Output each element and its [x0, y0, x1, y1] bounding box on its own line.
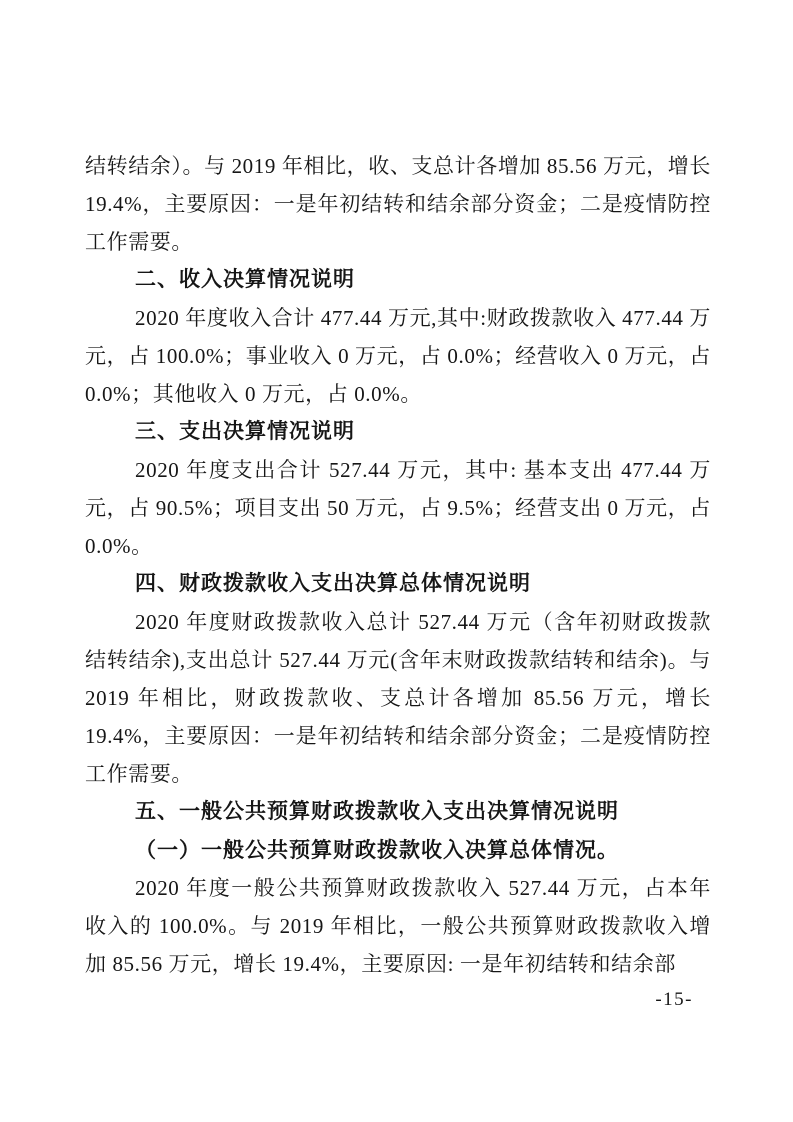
body-paragraph: 2020 年度支出合计 527.44 万元，其中: 基本支出 477.44 万元，占 90.5%；项目支出 50 万元，占 9.5%；经营支出 0 万元，占 0.0%。 [85, 458, 711, 558]
section-heading: 二、收入决算情况说明 [135, 268, 355, 291]
page-content [85, 147, 711, 983]
section-heading: 五、一般公共预算财政拨款收入支出决算情况说明 [135, 800, 619, 823]
section-heading: 四、财政拨款收入支出决算总体情况说明 [135, 572, 531, 595]
body-paragraph: 2020 年度财政拨款收入总计 527.44 万元（含年初财政拨款结转结余),支出总计 527.44 万元(含年末财政拨款结转和结余)。与 2019 年相比，财政拨款收、支总计各增加 85.56 万元，增长 19.4%，主要原因：一是年初结转和结余部分资金；二是疫情防控工作需要。 [85, 610, 711, 786]
page-number: -15- [655, 989, 693, 1010]
body-paragraph-continuation: 结转结余）。与 2019 年相比，收、支总计各增加 85.56 万元，增长 19.4%，主要原因：一是年初结转和结余部分资金；二是疫情防控工作需要。 [85, 154, 711, 254]
section-heading: 三、支出决算情况说明 [135, 420, 355, 443]
body-paragraph: 2020 年度收入合计 477.44 万元,其中:财政拨款收入 477.44 万元，占 100.0%；事业收入 0 万元，占 0.0%；经营收入 0 万元，占 0.0%；其他收入 0 万元，占 0.0%。 [85, 306, 711, 406]
body-paragraph: 2020 年度一般公共预算财政拨款收入 527.44 万元，占本年收入的 100.0%。与 2019 年相比，一般公共预算财政拨款收入增加 85.56 万元，增长 19.4%，主要原因: 一是年初结转和结余部 [85, 876, 711, 976]
sub-section-heading: （一）一般公共预算财政拨款收入决算总体情况。 [135, 838, 619, 862]
